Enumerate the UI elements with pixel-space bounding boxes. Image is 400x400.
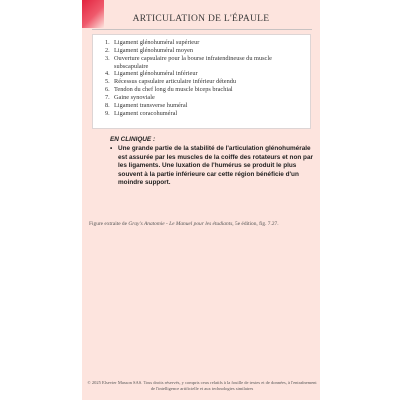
bullet-icon: • [110, 145, 113, 152]
ligament-number: 8. [105, 101, 110, 109]
ligament-item [105, 86, 304, 94]
ligament-label: Ligament glénohuméral supérieur [114, 39, 200, 46]
ligament-item [105, 94, 304, 102]
ligament-list [105, 39, 304, 117]
copyright-footer: © 2025 Elsevier Masson SAS. Tous droits réservés, y compris ceux relatifs à la fouille de textes et de données, à l'entraînement de l'intelligence artificielle et aux technologies similaires [87, 380, 317, 391]
caption-prefix: Figure extraite de [89, 221, 129, 227]
ligament-label: Ligament glénohuméral inférieur [114, 70, 198, 78]
ligament-number: 4. [105, 70, 110, 78]
clinical-text: Une grande partie de la stabilité de l'articulation glénohumérale est assurée par les muscles de la coiffe des rotateurs et non par les ligaments. Une luxation de l'humérus se produit le plus souvent à la partie inférieure car cette région bénéficie d'un moindre support. [118, 145, 313, 187]
caption-book-title: Gray's Anatomie - Le Manuel pour les étudiants [128, 221, 233, 227]
ligament-number: 6. [105, 86, 110, 94]
ligament-label: Ouverture capsulaire pour la bourse infratendineuse du muscle subscapulaire [114, 54, 272, 70]
ligament-label: Tendon du chef long du muscle biceps brachial [114, 86, 233, 94]
flashcard [82, 0, 320, 400]
ligament-item [105, 102, 304, 110]
title-divider [92, 29, 312, 30]
ligament-item [105, 47, 304, 55]
ligament-label: Ligament transverse huméral [114, 101, 188, 109]
ligament-number: 2. [105, 46, 110, 54]
ligament-item [105, 110, 304, 118]
ligament-label: Ligament glénohuméral moyen [114, 46, 194, 54]
ligament-label: Gaine synoviale [114, 93, 155, 101]
figure-caption [89, 221, 317, 227]
caption-suffix: , 5e édition, fig. 7.27. [232, 221, 279, 227]
ligament-item [105, 70, 304, 78]
ligament-list-box [92, 34, 311, 129]
clinical-heading: EN CLINIQUE : [110, 136, 156, 143]
ligament-number: 1. [105, 39, 110, 46]
ligament-item [105, 39, 304, 47]
ligament-item [105, 78, 304, 86]
card-title: ARTICULATION DE L'ÉPAULE [132, 14, 270, 24]
ligament-number: 9. [105, 109, 110, 117]
ligament-number: 3. [105, 54, 110, 62]
ligament-label: Récessus capsulaire articulaire inférieur détendu [114, 78, 237, 86]
ligament-label: Ligament coracohuméral [114, 109, 178, 117]
ligament-item [105, 55, 304, 71]
ligament-number: 5. [105, 78, 110, 86]
clinical-note [110, 145, 313, 188]
ligament-number: 7. [105, 93, 110, 101]
